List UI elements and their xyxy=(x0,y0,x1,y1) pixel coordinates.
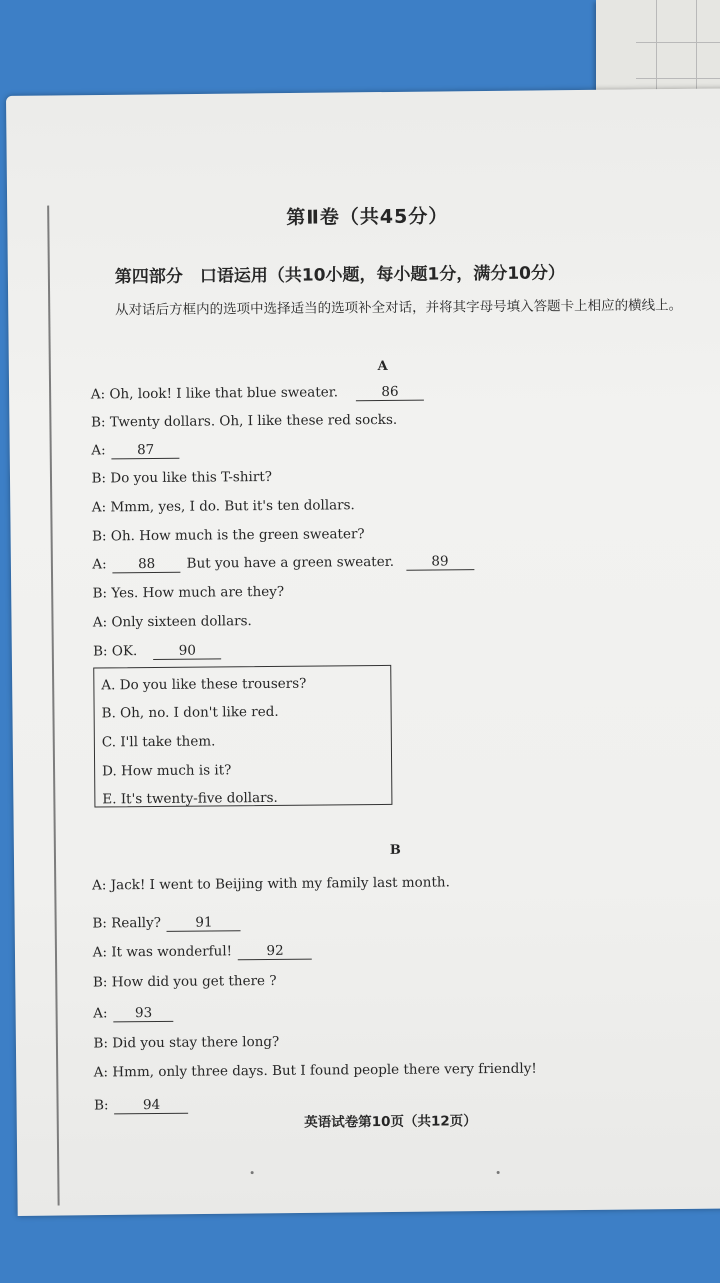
answer-blank[interactable]: 91 xyxy=(167,914,241,932)
answer-blank[interactable]: 89 xyxy=(406,553,474,571)
answer-blank[interactable]: 92 xyxy=(238,943,312,961)
answer-blank[interactable]: 94 xyxy=(114,1097,188,1115)
dialogue-line: A: Oh, look! I like that blue sweater. 86 xyxy=(91,384,430,404)
dialogue-line: B: Yes. How much are they? xyxy=(92,583,285,602)
instruction-text: 从对话后方框内的选项中选择适当的选项补全对话，并将其字母号填入答题卡上相应的横线上。 xyxy=(115,297,683,319)
dialogue-line: A: Hmm, only three days. But I found people there very friendly! xyxy=(93,1060,537,1081)
option-item: A. Do you like these trousers? xyxy=(101,675,307,694)
section-heading: 第四部分 口语运用（共10小题，每小题1分，满分10分） xyxy=(114,263,566,288)
dialogue-line: B: How did you get there ? xyxy=(92,972,277,991)
option-item: E. It's twenty-five dollars. xyxy=(102,789,278,808)
answer-blank[interactable]: 87 xyxy=(112,442,180,460)
dialogue-line: A: Only sixteen dollars. xyxy=(92,613,252,631)
dialogue-line: A: Jack! I went to Beijing with my family last month. xyxy=(92,874,450,894)
dialogue-line: A: Mmm, yes, I do. But it's ten dollars. xyxy=(91,497,355,516)
option-item: D. How much is it? xyxy=(102,762,232,780)
dialogue-line: A: It was wonderful! 92 xyxy=(93,943,318,962)
paper-speck xyxy=(497,1171,500,1174)
dialogue-line: A: 87 xyxy=(91,442,185,460)
option-item: B. Oh, no. I don't like red. xyxy=(101,703,279,722)
page-title: 第Ⅱ卷（共45分） xyxy=(286,205,449,229)
part-a-label: A xyxy=(377,358,388,375)
answer-blank[interactable]: 88 xyxy=(113,556,181,574)
part-b-label: B xyxy=(389,842,401,858)
answer-blank[interactable]: 90 xyxy=(153,642,221,660)
dialogue-line: B: Do you like this T-shirt? xyxy=(91,468,273,487)
paper-speck xyxy=(251,1171,254,1174)
dialogue-line: B: Really? 91 xyxy=(92,914,247,932)
dialogue-line: B: 94 xyxy=(94,1097,195,1115)
answer-blank[interactable]: 86 xyxy=(356,384,424,402)
page-footer: 英语试卷第10页（共12页） xyxy=(304,1113,477,1131)
option-item: C. I'll take them. xyxy=(101,733,216,751)
dialogue-line: B: OK. 90 xyxy=(93,642,227,660)
dialogue-line: A: 93 xyxy=(93,1005,179,1023)
dialogue-line: B: Oh. How much is the green sweater? xyxy=(92,526,365,545)
dialogue-line: A: 88 But you have a green sweater. 89 xyxy=(92,553,480,573)
dialogue-line: B: Twenty dollars. Oh, I like these red socks. xyxy=(91,411,398,431)
dialogue-line: B: Did you stay there long? xyxy=(93,1033,280,1052)
answer-blank[interactable]: 93 xyxy=(113,1005,173,1023)
